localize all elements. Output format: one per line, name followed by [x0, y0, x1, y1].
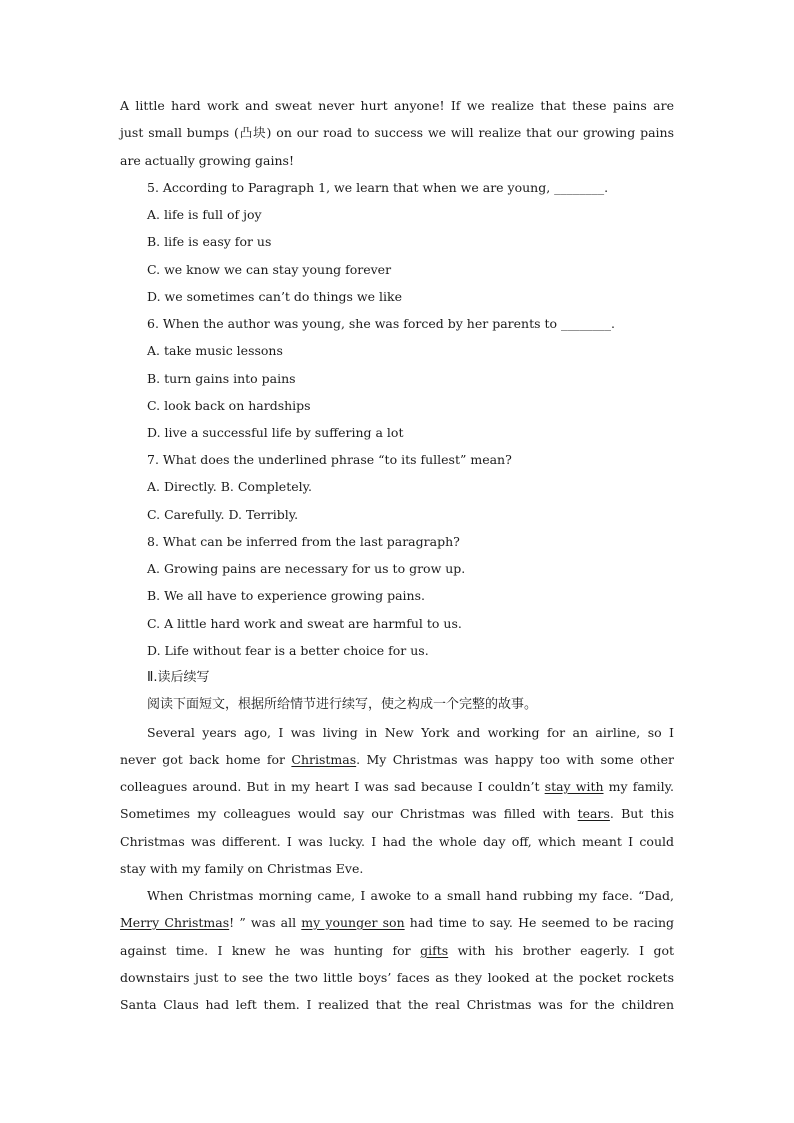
intro-line: A little hard work and sweat never hurt anyone! If we realize that these pains are [120, 98, 674, 113]
answer-option: B. We all have to experience growing pains. [147, 588, 425, 603]
section-heading: Ⅱ.读后续写 [147, 670, 210, 685]
underlined-word: Merry Christmas [120, 915, 230, 930]
answer-option: C. A little hard work and sweat are harmful to us. [147, 616, 462, 631]
answer-option: A. Growing pains are necessary for us to grow up. [147, 561, 466, 576]
story-line: Sometimes my colleagues would say our Christmas was filled with tears. But this [120, 806, 675, 821]
question-stem: 8. What can be inferred from the last paragraph? [147, 534, 460, 549]
underlined-word: tears [577, 806, 610, 821]
intro-line: are actually growing gains! [120, 153, 294, 168]
answer-option: C. Carefully. D. Terribly. [147, 507, 299, 522]
answer-option: C. we know we can stay young forever [147, 262, 392, 277]
intro-line: just small bumps (凸块) on our road to success we will realize that our growing pains [120, 125, 674, 140]
story-line: never got back home for Christmas. My Christmas was happy too with some other [120, 752, 674, 767]
story-line: Merry Christmas! ” was all my younger son had time to say. He seemed to be racing [120, 915, 674, 930]
question-stem: 7. What does the underlined phrase “to its fullest” mean? [147, 452, 512, 467]
story-line: Santa Claus had left them. I realized that the real Christmas was for the children [120, 997, 674, 1012]
story-line: against time. I knew he was hunting for gifts with his brother eagerly. I got [120, 943, 675, 958]
underlined-word: stay with [544, 779, 604, 794]
story-line: stay with my family on Christmas Eve. [120, 861, 364, 876]
underlined-word: Christmas [291, 752, 357, 767]
answer-option: A. life is full of joy [147, 207, 262, 222]
answer-option: D. live a successful life by suffering a lot [147, 425, 404, 440]
story-line: colleagues around. But in my heart I was sad because I couldn’t stay with my family. [120, 779, 675, 794]
answer-option: D. Life without fear is a better choice for us. [147, 643, 429, 658]
underlined-word: my younger son [301, 915, 405, 930]
section-instruction: 阅读下面短文，根据所给情节进行续写，使之构成一个完整的故事。 [147, 697, 538, 712]
answer-option: B. life is easy for us [147, 234, 272, 249]
question-stem: 5. According to Paragraph 1, we learn that when we are young, ________. [147, 180, 609, 195]
answer-option: C. look back on hardships [147, 398, 311, 413]
story-line: downstairs just to see the two little boys’ faces as they looked at the pocket rockets [120, 970, 674, 985]
story-line: Christmas was different. I was lucky. I had the whole day off, which meant I could [120, 834, 674, 849]
underlined-word: gifts [420, 943, 449, 958]
story-line: When Christmas morning came, I awoke to a small hand rubbing my face. “Dad, [147, 888, 674, 903]
question-stem: 6. When the author was young, she was forced by her parents to ________. [147, 316, 615, 331]
answer-option: A. Directly. B. Completely. [147, 479, 313, 494]
answer-option: B. turn gains into pains [147, 371, 296, 386]
story-line: Several years ago, I was living in New York and working for an airline, so I [147, 725, 674, 740]
answer-option: D. we sometimes can’t do things we like [147, 289, 402, 304]
answer-option: A. take music lessons [147, 343, 283, 358]
